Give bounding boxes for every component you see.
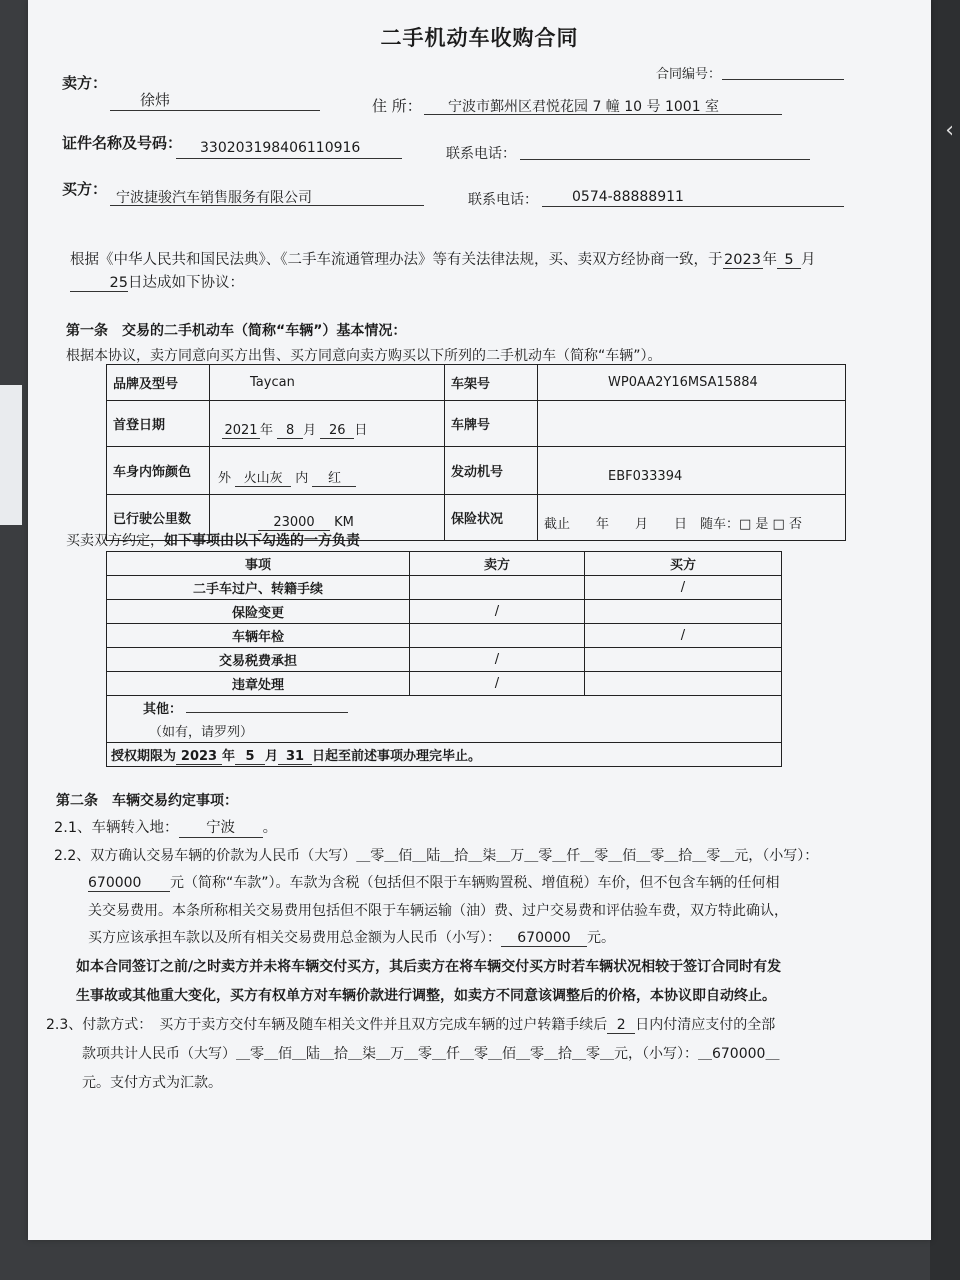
- brand-label: 品牌及型号: [107, 365, 210, 401]
- seller-address: 宁波市鄞州区君悦花园 7 幢 10 号 1001 室: [448, 99, 720, 115]
- contract-title: 二手机动车收购合同: [380, 26, 579, 50]
- other-cell: 其他： （如有，请罗列）: [107, 696, 782, 743]
- clause-2-2-line3: 关交易费用。本条所称相关交易费用包括但不限于车辆运输（油）费、过户交易费和评估验车费，双方特此确认，: [88, 903, 788, 919]
- col-buyer: 买方: [585, 552, 782, 576]
- mileage-value: 23000 KM: [210, 495, 445, 541]
- vin-value: WP0AA2Y16MSA15884: [538, 365, 846, 401]
- agreement-intro: 买卖双方约定，如下事项由以下勾选的一方负责: [66, 533, 360, 549]
- contract-no-line: [722, 79, 844, 80]
- engine-value: EBF033394: [538, 447, 846, 495]
- col-item: 事项: [107, 552, 410, 576]
- responsibility-table: [106, 551, 782, 767]
- authorization-cell: 授权期限为 2023 年 5 月 31 日起至前述事项办理完毕止。: [107, 743, 782, 767]
- table-row: 违章处理 /: [107, 672, 782, 696]
- insurance-value: 截止 年 月 日 随车：□ 是 □ 否: [538, 495, 846, 541]
- clause-2-3-line1: 2.3、付款方式： 买方于卖方交付车辆及随车相关文件并且双方完成车辆的过户转籍手续后 2 日内付清应支付的全部: [46, 1017, 776, 1033]
- seller-id-number: 330203198406110916: [200, 140, 361, 156]
- buyer-name: 宁波捷骏汽车销售服务有限公司: [116, 190, 312, 206]
- table-row: [107, 447, 846, 495]
- seller-id-line: [176, 158, 402, 159]
- table-row: 交易税费承担 /: [107, 648, 782, 672]
- col-seller: 卖方: [410, 552, 585, 576]
- brand-value: Taycan: [210, 365, 445, 401]
- clause-2-2-line2: 670000 元（简称“车款”）。车款为含税（包括但不限于车辆购置税、增值税）车价，但不包含车辆的任何相: [88, 875, 780, 891]
- clause-2-2-line1: 2.2、双方确认交易车辆的价款为人民币（大写）＿零＿佰＿陆＿拾＿柒＿万＿零＿仟＿零＿佰＿零＿拾＿零＿元，（小写）：: [54, 848, 819, 864]
- buyer-phone: 0574-88888911: [572, 189, 684, 205]
- table-row: 保险变更 /: [107, 600, 782, 624]
- bold-clause-line2: 生事故或其他重大变化，买方有权单方对车辆价款进行调整，如卖方不同意该调整后的价格，本协议即自动终止。: [76, 988, 776, 1004]
- plate-label: 车牌号: [445, 401, 538, 447]
- screen-edge: [930, 0, 960, 1280]
- bold-clause-line1: 如本合同签订之前/之时卖方并未将车辆交付买方，其后卖方在将车辆交付买方时若车辆状况相较于签订合同时有发: [76, 959, 782, 975]
- seller-phone-label: 联系电话：: [446, 146, 516, 162]
- chevron-left-icon[interactable]: ‹: [945, 118, 954, 143]
- seller-name-line: [110, 110, 320, 111]
- buyer-name-line: [110, 205, 424, 206]
- seller-address-label: 住 所：: [372, 97, 422, 115]
- clause-2-1: 2.1、车辆转入地： 宁波 。: [54, 816, 277, 838]
- clause-2-2-line4: 买方应该承担车款以及所有相关交易费用总金额为人民币（小写）： 670000 元。: [88, 930, 615, 946]
- insurance-label: 保险状况: [445, 495, 538, 541]
- table-row: [107, 696, 782, 743]
- color-value: 外 火山灰 内 红: [210, 447, 445, 495]
- seller-phone-line: [520, 159, 810, 160]
- seller-id-label: 证件名称及号码：: [62, 134, 183, 152]
- seller-address-line: [424, 114, 782, 115]
- table-row: [107, 743, 782, 767]
- reg-date-value: 2021 年 8 月 26 日: [210, 401, 445, 447]
- article1-heading: 第一条 交易的二手机动车（简称“车辆”）基本情况：: [66, 323, 407, 339]
- reg-date-label: 首登日期: [107, 401, 210, 447]
- intro-line-2: 25日达成如下协议：: [70, 271, 244, 292]
- table-row: [107, 552, 782, 576]
- mileage-label: 已行驶公里数: [107, 495, 210, 541]
- contract-no-label: 合同编号：: [656, 67, 722, 82]
- engine-label: 发动机号: [445, 447, 538, 495]
- contract-page: [28, 0, 931, 1240]
- table-row: [107, 401, 846, 447]
- buyer-label: 买方：: [62, 180, 108, 198]
- color-label: 车身内饰颜色: [107, 447, 210, 495]
- article1-desc: 根据本协议，卖方同意向买方出售、买方同意向卖方购买以下所列的二手机动车（简称“车辆”）。: [66, 348, 662, 364]
- vehicle-info-table: [106, 364, 846, 541]
- clause-2-3-line3: 元。支付方式为汇款。: [82, 1075, 222, 1091]
- buyer-phone-line: [542, 206, 844, 207]
- vin-label: 车架号: [445, 365, 538, 401]
- seller-name: 徐炜: [140, 91, 171, 109]
- article2-heading: 第二条 车辆交易约定事项：: [56, 793, 238, 809]
- table-row: 二手车过户、转籍手续 /: [107, 576, 782, 600]
- background-paper-left: [0, 385, 22, 525]
- buyer-phone-label: 联系电话：: [468, 192, 538, 208]
- table-row: [107, 365, 846, 401]
- clause-2-3-line2: 款项共计人民币（大写）＿零＿佰＿陆＿拾＿柒＿万＿零＿仟＿零＿佰＿零＿拾＿零＿元，（小写）：＿670000＿: [82, 1046, 780, 1062]
- intro-line-1: 根据《中华人民共和国民法典》、《二手车流通管理办法》等有关法律法规，买、卖双方经协商一致，于 2023 年 5 月: [70, 252, 816, 268]
- table-row: 车辆年检 /: [107, 624, 782, 648]
- seller-label: 卖方：: [62, 74, 108, 92]
- plate-value: [538, 401, 846, 447]
